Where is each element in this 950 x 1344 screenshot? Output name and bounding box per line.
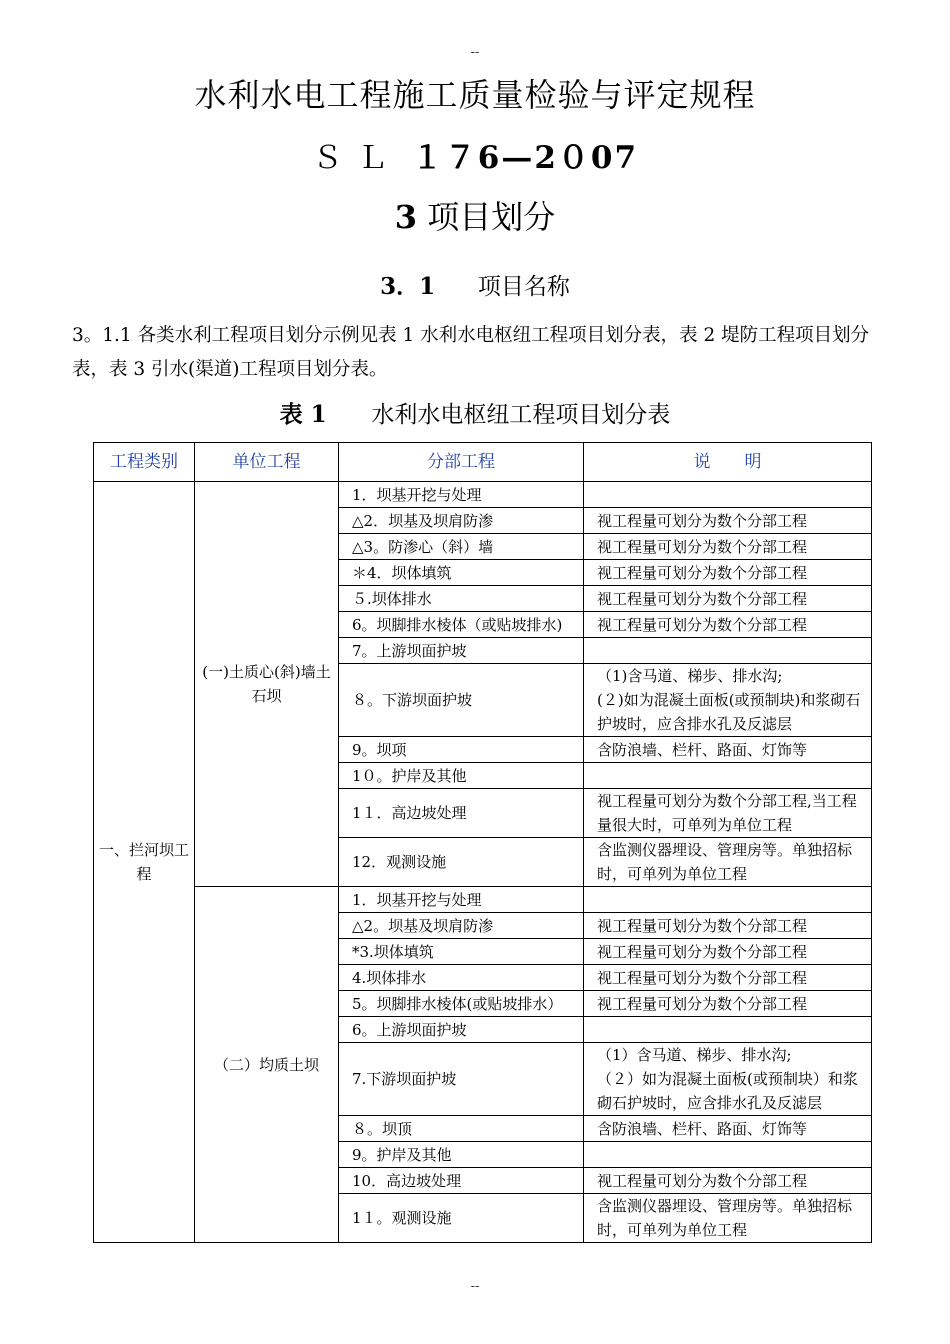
note-cell: 视工程量可划分为数个分部工程	[584, 965, 872, 991]
note-cell: 视工程量可划分为数个分部工程	[584, 991, 872, 1017]
chapter-heading	[0, 192, 950, 238]
part-cell: 10．高边坡处理	[339, 1168, 584, 1194]
part-cell: 7。上游坝面护坡	[339, 638, 584, 664]
part-cell: 6。坝脚排水棱体（或贴坡排水)	[339, 612, 584, 638]
table-body	[94, 482, 872, 1243]
chapter-number: 3	[394, 198, 418, 236]
part-cell: ＊4．坝体填筑	[339, 560, 584, 586]
part-cell: 1．坝基开挖与处理	[339, 482, 584, 508]
part-cell: 1１。观测设施	[339, 1194, 584, 1243]
part-cell: 1１．高边坡处理	[339, 789, 584, 838]
part-cell: △2。坝基及坝肩防渗	[339, 913, 584, 939]
note-cell	[584, 763, 872, 789]
body-paragraph: 3。1.1 各类水利工程项目划分示例见表 1 水利水电枢纽工程项目划分表，表 2 堤防工程项目划分表，表 3 引水(渠道)工程项目划分表。	[72, 325, 870, 380]
note-cell: 视工程量可划分为数个分部工程	[584, 586, 872, 612]
part-cell: ５.坝体排水	[339, 586, 584, 612]
note-cell: 含监测仪器埋设、管理房等。单独招标时，可单列为单位工程	[584, 1194, 872, 1243]
note-cell	[584, 1142, 872, 1168]
part-cell: 9。坝项	[339, 737, 584, 763]
note-cell: （1)含马道、梯步、排水沟; (２)如为混凝土面板(或预制块)和浆砌石护坡时，应含排水孔及反滤层	[584, 664, 872, 737]
note-cell	[584, 887, 872, 913]
part-cell: 4.坝体排水	[339, 965, 584, 991]
section-title: 项目名称	[477, 274, 570, 300]
part-cell: △3。防渗心（斜）墙	[339, 534, 584, 560]
part-cell: 6。上游坝面护坡	[339, 1017, 584, 1043]
header-category: 工程类别	[94, 443, 195, 482]
note-cell: （1）含马道、梯步、排水沟; （２）如为混凝土面板(或预制块）和浆砌石护坡时，应含排水孔及反滤层	[584, 1043, 872, 1116]
note-cell	[584, 1017, 872, 1043]
part-cell: △2．坝基及坝肩防渗	[339, 508, 584, 534]
section-number: 3．1	[380, 273, 436, 300]
note-cell: 视工程量可划分为数个分部工程	[584, 508, 872, 534]
note-cell: 视工程量可划分为数个分部工程	[584, 939, 872, 965]
part-cell: 7.下游坝面护坡	[339, 1043, 584, 1116]
chapter-title: 项目划分	[427, 198, 556, 236]
note-cell: 视工程量可划分为数个分部工程	[584, 913, 872, 939]
table-caption-label: 表 1	[279, 401, 327, 428]
note-cell: 视工程量可划分为数个分部工程	[584, 1168, 872, 1194]
unit-cell: (一)土质心(斜)墙土石坝	[195, 482, 339, 887]
table-caption-title: 水利水电枢纽工程项目划分表	[371, 402, 671, 428]
part-cell: 9。护岸及其他	[339, 1142, 584, 1168]
part-cell: ８。坝顶	[339, 1116, 584, 1142]
note-cell: 含监测仪器埋设、管理房等。单独招标时，可单列为单位工程	[584, 838, 872, 887]
note-cell: 含防浪墙、栏杆、路面、灯饰等	[584, 737, 872, 763]
table-row	[94, 482, 872, 508]
project-division-table	[93, 442, 872, 1243]
standard-code	[0, 132, 950, 177]
part-cell: *3.坝体填筑	[339, 939, 584, 965]
part-cell: 1０。护岸及其他	[339, 763, 584, 789]
note-cell	[584, 482, 872, 508]
note-cell: 视工程量可划分为数个分部工程	[584, 560, 872, 586]
part-cell: 12．观测设施	[339, 838, 584, 887]
section-heading	[0, 268, 950, 301]
page-separator-top: --	[470, 44, 480, 59]
note-cell: 视工程量可划分为数个分部工程	[584, 534, 872, 560]
standard-prefix: ＳＬ	[311, 140, 402, 176]
note-cell: 视工程量可划分为数个分部工程,当工程量很大时，可单列为单位工程	[584, 789, 872, 838]
header-note: 说 明	[584, 443, 872, 482]
table-caption	[0, 396, 950, 429]
header-unit: 单位工程	[195, 443, 339, 482]
table-header-row	[94, 443, 872, 482]
unit-cell: （二）均质土坝	[195, 887, 339, 1243]
header-part: 分部工程	[339, 443, 584, 482]
part-cell: 1．坝基开挖与处理	[339, 887, 584, 913]
table-row	[94, 887, 872, 913]
note-cell	[584, 638, 872, 664]
standard-number: １７6—2０07	[411, 140, 639, 176]
page-separator-bottom: --	[470, 1278, 480, 1293]
note-cell: 含防浪墙、栏杆、路面、灯饰等	[584, 1116, 872, 1142]
part-cell: 5。坝脚排水棱体(或贴坡排水）	[339, 991, 584, 1017]
category-cell: 一、拦河坝工程	[94, 482, 195, 1243]
document-title: 水利水电工程施工质量检验与评定规程	[194, 76, 756, 114]
part-cell: ８。下游坝面护坡	[339, 664, 584, 737]
note-cell: 视工程量可划分为数个分部工程	[584, 612, 872, 638]
